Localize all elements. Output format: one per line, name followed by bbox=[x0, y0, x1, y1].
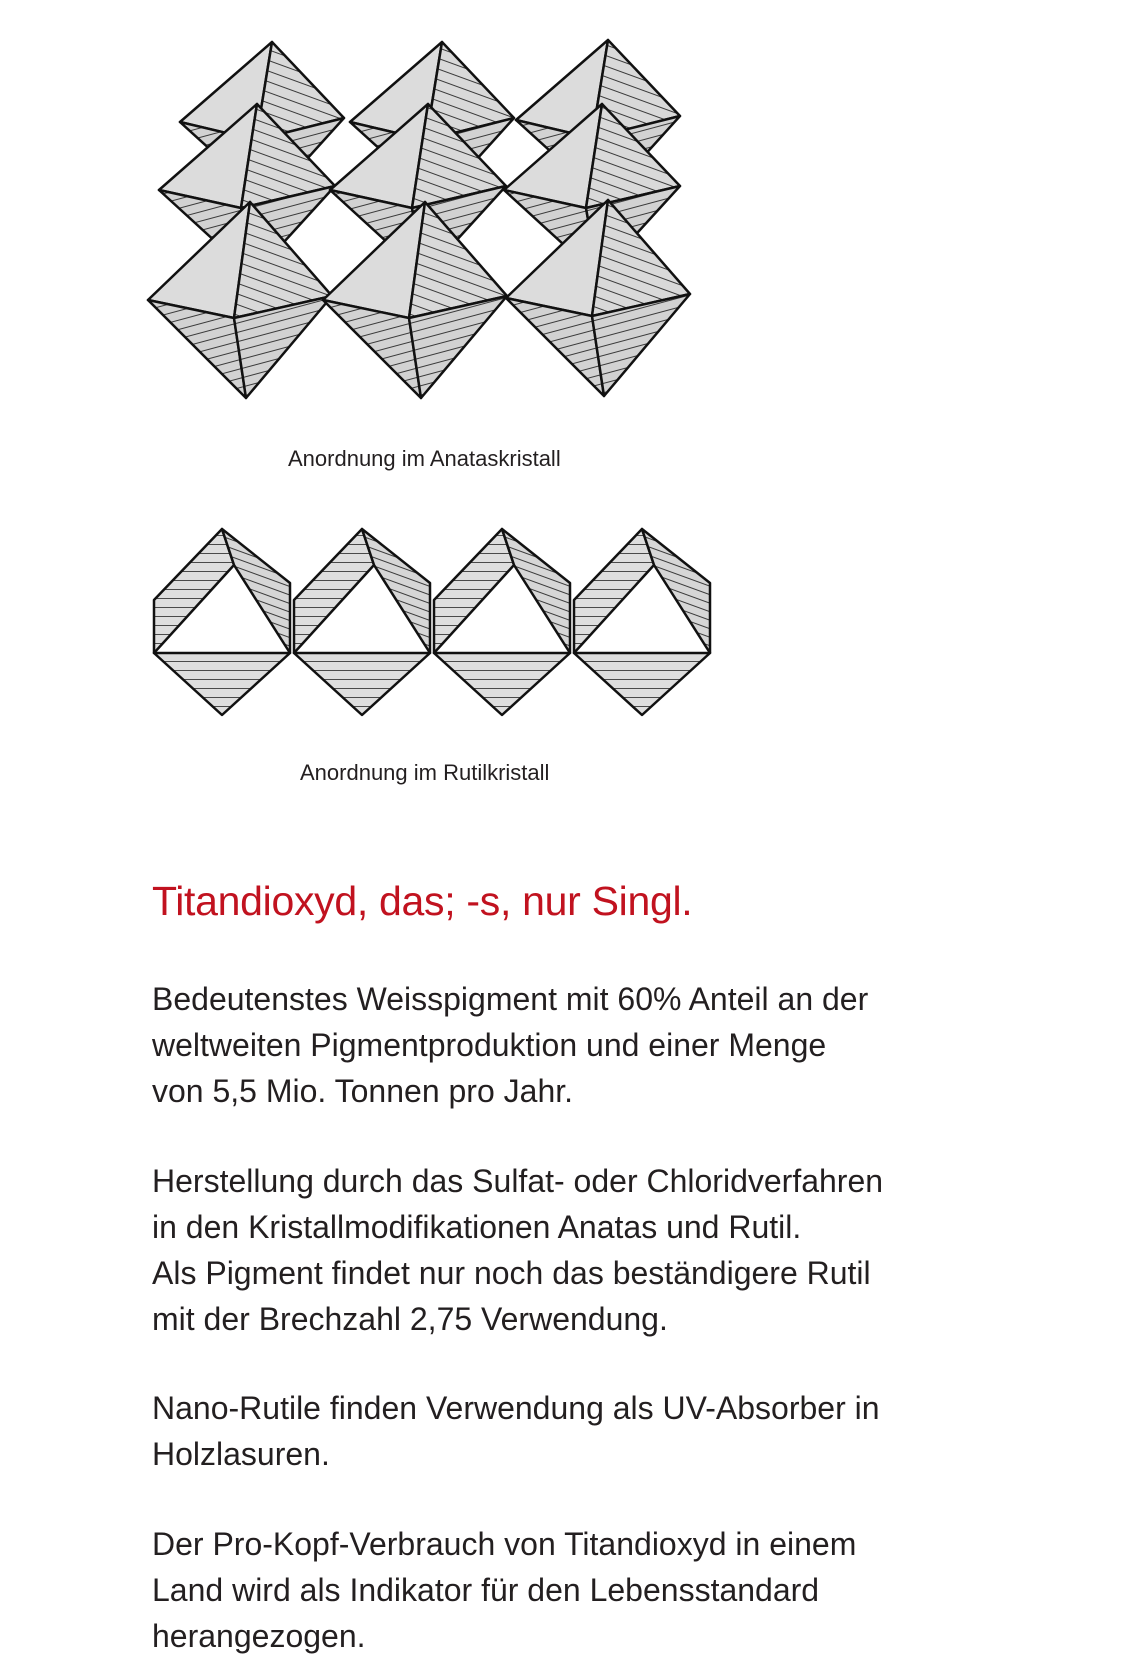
octahedron-face bbox=[154, 529, 234, 653]
octahedron-face bbox=[222, 529, 290, 653]
text-line: herangezogen. bbox=[152, 1618, 366, 1654]
paragraph-production bbox=[152, 1158, 1032, 1342]
octahedron-face bbox=[502, 529, 570, 653]
text-line: mit der Brechzahl 2,75 Verwendung. bbox=[152, 1301, 668, 1337]
octahedron-face bbox=[154, 653, 290, 715]
text-line: Als Pigment findet nur noch das beständigere Rutil bbox=[152, 1255, 871, 1291]
paragraph-consumption bbox=[152, 1521, 1032, 1659]
octahedron-face bbox=[434, 529, 514, 653]
octahedron-face bbox=[362, 529, 430, 653]
text-line: weltweiten Pigmentproduktion und einer Menge bbox=[152, 1027, 827, 1063]
paragraph-pigment bbox=[152, 976, 1032, 1114]
rutil-crystal-illustration bbox=[0, 0, 1132, 760]
octahedron-face bbox=[574, 653, 710, 715]
octahedron-face bbox=[294, 529, 374, 653]
anatas-caption: Anordnung im Anataskristall bbox=[288, 446, 561, 471]
octahedron-face bbox=[294, 653, 430, 715]
text-line: von 5,5 Mio. Tonnen pro Jahr. bbox=[152, 1073, 574, 1109]
paragraph-nano-rutile bbox=[152, 1385, 1032, 1477]
text-line: Der Pro-Kopf-Verbrauch von Titandioxyd in einem bbox=[152, 1526, 857, 1562]
rutil-caption: Anordnung im Rutilkristall bbox=[300, 760, 550, 785]
octahedron-face bbox=[574, 529, 654, 653]
entry-title: Titandioxyd, das; -s, nur Singl. bbox=[152, 878, 693, 924]
octahedron-face bbox=[642, 529, 710, 653]
text-line: Nano-Rutile finden Verwendung als UV-Absorber in bbox=[152, 1390, 880, 1426]
text-line: Holzlasuren. bbox=[152, 1436, 330, 1472]
text-line: in den Kristallmodifikationen Anatas und Rutil. bbox=[152, 1209, 802, 1245]
octahedron-face bbox=[434, 653, 570, 715]
text-line: Land wird als Indikator für den Lebensstandard bbox=[152, 1572, 820, 1608]
text-line: Herstellung durch das Sulfat- oder Chloridverfahren bbox=[152, 1163, 884, 1199]
text-line: Bedeutenstes Weisspigment mit 60% Anteil an der bbox=[152, 981, 869, 1017]
